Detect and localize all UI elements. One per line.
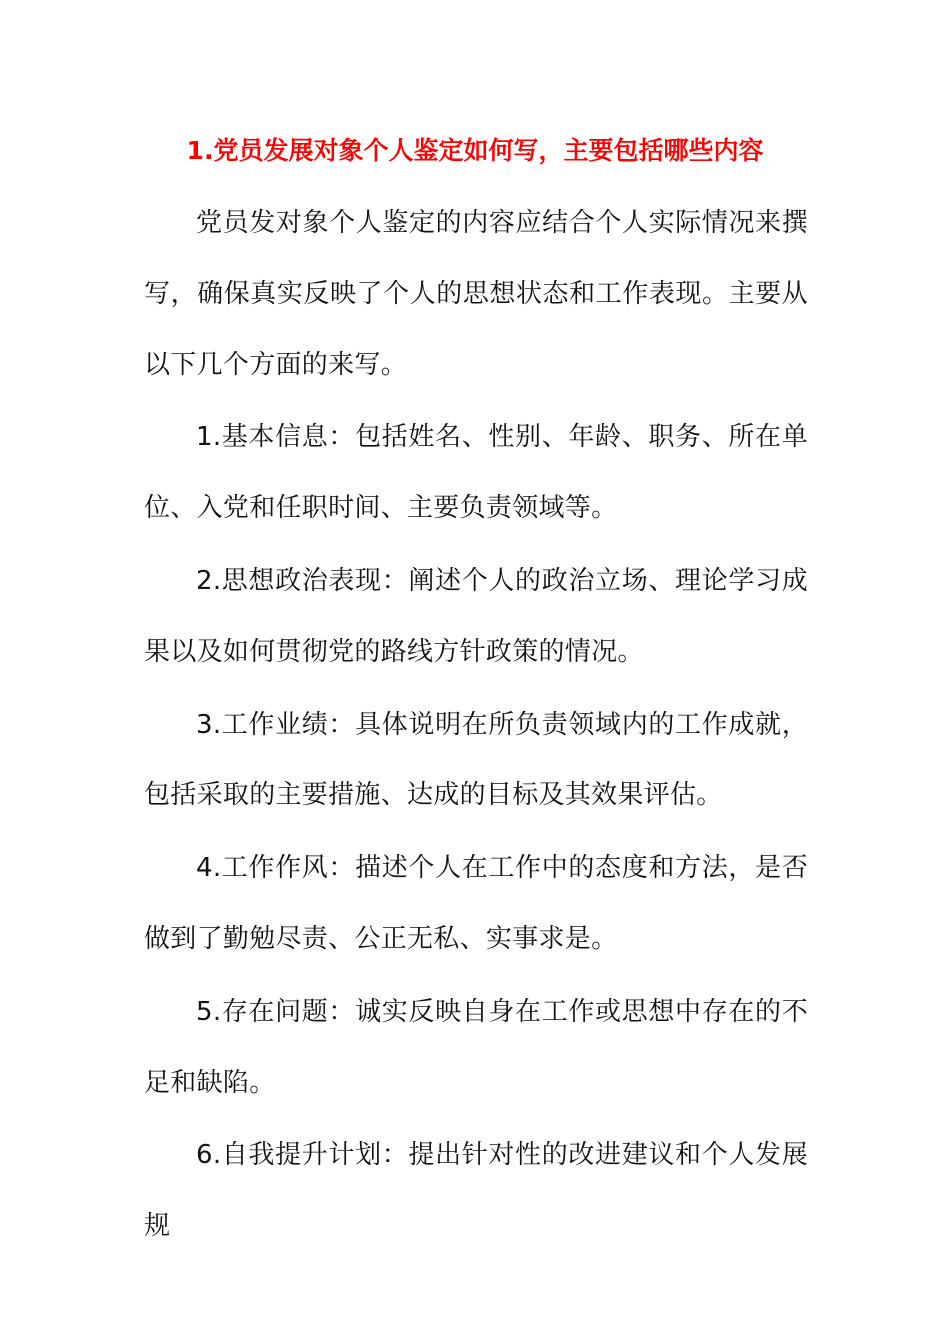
paragraph-improvement-plan: 6.自我提升计划：提出针对性的改进建议和个人发展规 xyxy=(144,1140,808,1242)
paragraph-intro: 党员发对象个人鉴定的内容应结合个人实际情况来撰写，确保真实反映了个人的思想状态和工作表现。主要从以下几个方面的来写。 xyxy=(144,208,808,380)
paragraph-political-performance: 2.思想政治表现：阐述个人的政治立场、理论学习成果以及如何贯彻党的路线方针政策的情况。 xyxy=(144,565,808,667)
paragraph-work-style: 4.工作作风：描述个人在工作中的态度和方法，是否做到了勤勉尽责、公正无私、实事求是。 xyxy=(144,853,808,954)
paragraph-basic-info: 1.基本信息：包括姓名、性别、年龄、职务、所在单位、入党和任职时间、主要负责领域等。 xyxy=(144,422,808,524)
document-title: 1.党员发展对象个人鉴定如何写，主要包括哪些内容 xyxy=(186,136,764,165)
paragraph-work-achievements: 3.工作业绩：具体说明在所负责领域内的工作成就，包括采取的主要措施、达成的目标及其效果评估。 xyxy=(144,709,808,811)
document-body xyxy=(144,188,808,1264)
paragraph-existing-problems: 5.存在问题：诚实反映自身在工作或思想中存在的不足和缺陷。 xyxy=(144,996,808,1098)
